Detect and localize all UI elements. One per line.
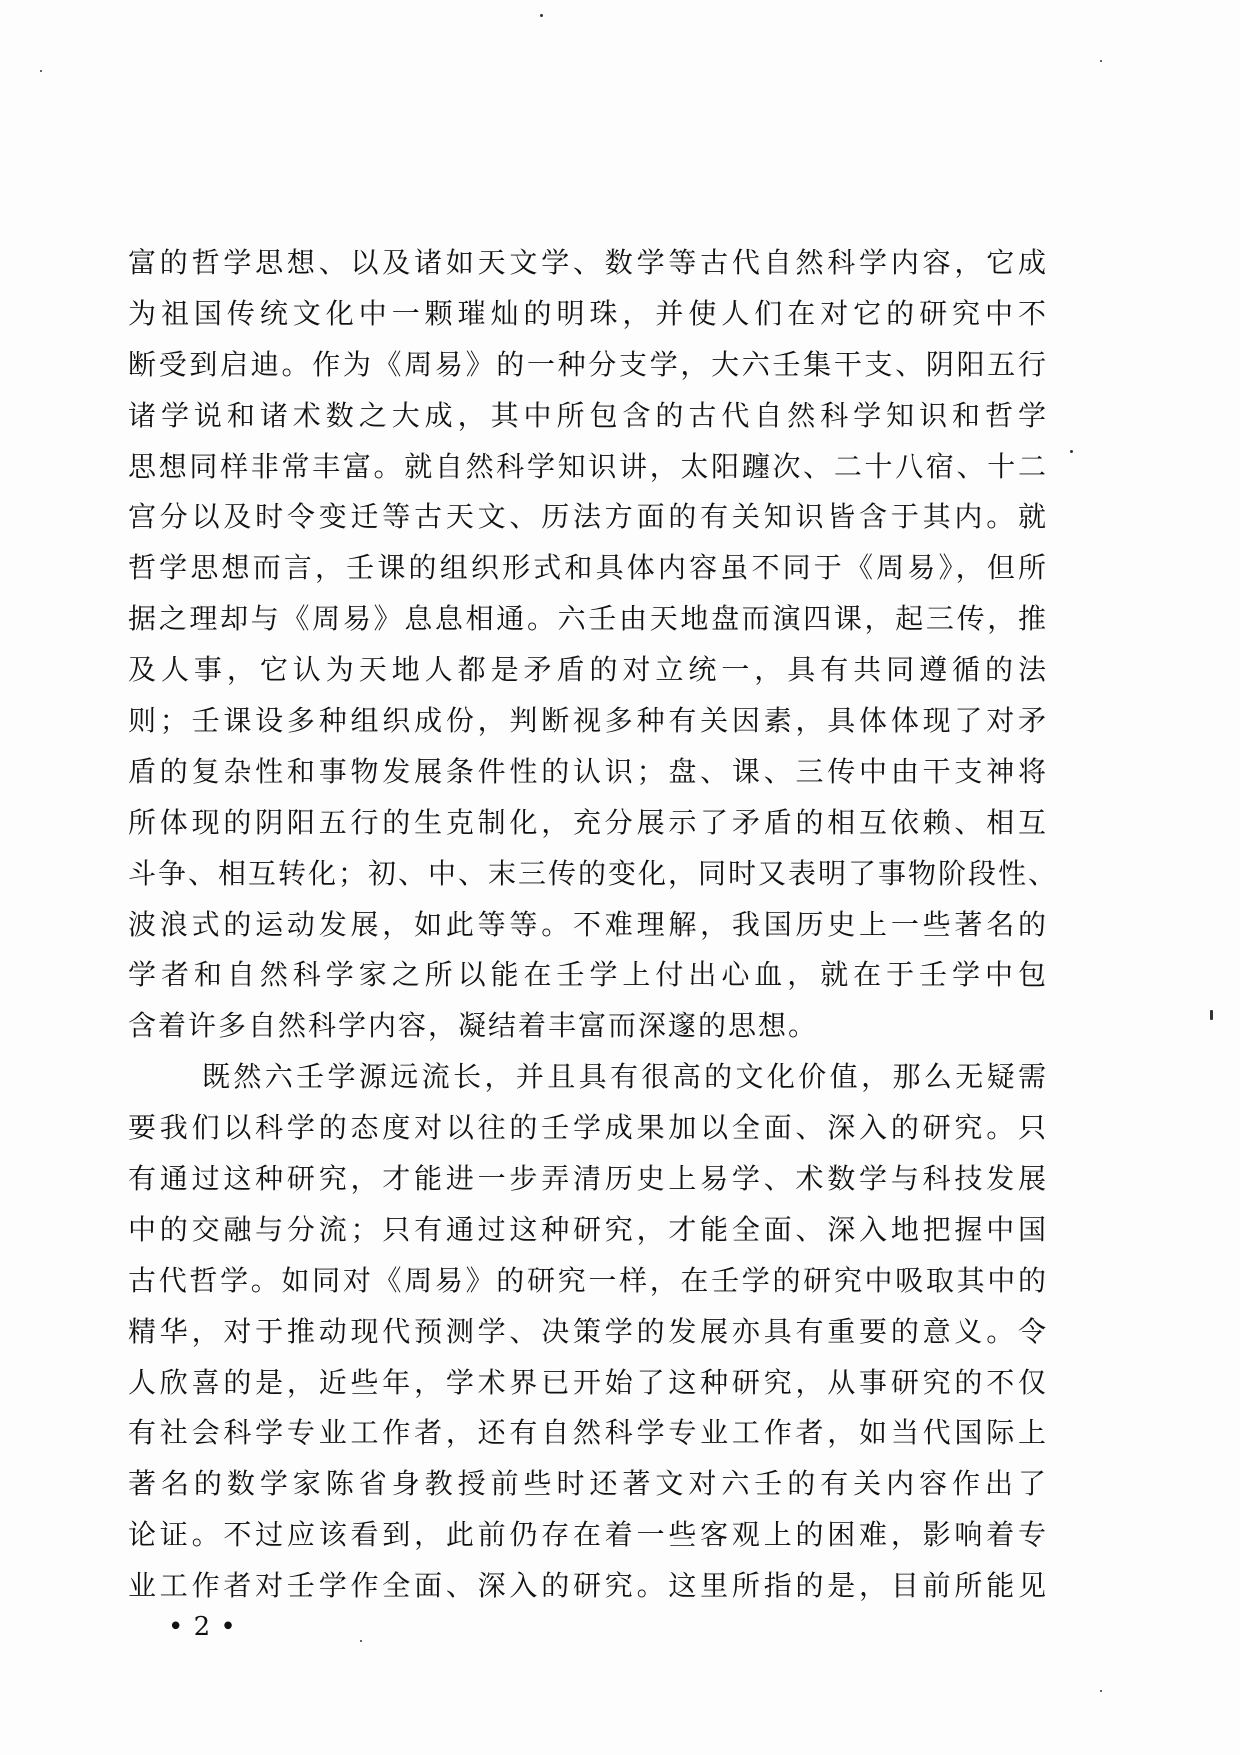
text-line: 中的交融与分流；只有通过这种研究，才能全面、深入地把握中国 <box>128 1212 1048 1246</box>
scan-speck <box>40 70 42 72</box>
text-line: 宫分以及时令变迁等古天文、历法方面的有关知识皆含于其内。就 <box>128 500 1048 534</box>
scan-speck <box>1100 1690 1102 1692</box>
text-line: 波浪式的运动发展，如此等等。不难理解，我国历史上一些著名的 <box>128 907 1048 941</box>
scan-speck <box>540 14 543 17</box>
body-text <box>128 238 1059 1612</box>
text-line: 富的哲学思想、以及诸如天文学、数学等古代自然科学内容，它成 <box>128 246 1048 279</box>
text-line: 要我们以科学的态度对以往的壬学成果加以全面、深入的研究。只 <box>128 1111 1048 1145</box>
scan-speck <box>1070 450 1073 453</box>
page-number: • 2 • <box>168 1612 237 1642</box>
text-line: 断受到启迪。作为《周易》的一种分支学，大六壬集干支、阴阳五行 <box>128 347 1048 381</box>
text-line: 据之理却与《周易》息息相通。六壬由天地盘而演四课，起三传，推 <box>128 602 1048 636</box>
text-line: 思想同样非常丰富。就自然科学知识讲，太阳躔次、二十八宿、十二 <box>128 449 1048 483</box>
scan-speck <box>360 1640 362 1642</box>
scan-speck <box>1210 1010 1213 1020</box>
text-line: 为祖国传统文化中一颗璀灿的明珠，并使人们在对它的研究中不 <box>128 296 1048 330</box>
text-line: 业工作者对壬学作全面、深入的研究。这里所指的是，目前所能见 <box>128 1569 1048 1603</box>
text-line: 盾的复杂性和事物发展条件性的认识；盘、课、三传中由干支神将 <box>128 754 1048 788</box>
text-line: 古代哲学。如同对《周易》的研究一样，在壬学的研究中吸取其中的 <box>128 1263 1048 1297</box>
text-line: 所体现的阴阳五行的生克制化，充分展示了矛盾的相互依赖、相互 <box>128 805 1048 839</box>
text-line: 既然六壬学源远流长，并且具有很高的文化价值，那么无疑需 <box>202 1060 1048 1094</box>
text-line: 有社会科学专业工作者，还有自然科学专业工作者，如当代国际上 <box>128 1416 1048 1450</box>
text-line: 著名的数学家陈省身教授前些时还著文对六壬的有关内容作出了 <box>128 1467 1048 1501</box>
scan-speck <box>1100 60 1102 62</box>
text-line: 学者和自然科学家之所以能在壬学上付出心血，就在于壬学中包 <box>128 958 1048 992</box>
text-line: 则；壬课设多种组织成份，判断视多种有关因素，具体体现了对矛 <box>128 704 1048 738</box>
text-line: 斗争、相互转化；初、中、末三传的变化，同时又表明了事物阶段性、 <box>128 856 1059 890</box>
paragraph-1 <box>128 238 1059 1052</box>
text-line: 论证。不过应该看到，此前仍存在着一些客观上的困难，影响着专 <box>128 1518 1048 1552</box>
text-line: 有通过这种研究，才能进一步弄清历史上易学、术数学与科技发展 <box>128 1162 1048 1196</box>
text-line: 精华，对于推动现代预测学、决策学的发展亦具有重要的意义。令 <box>128 1314 1048 1348</box>
text-line: 及人事，它认为天地人都是矛盾的对立统一，具有共同遵循的法 <box>128 653 1048 687</box>
text-line: 人欣喜的是，近些年，学术界已开始了这种研究，从事研究的不仅 <box>128 1365 1048 1399</box>
text-line: 诸学说和诸术数之大成，其中所包含的古代自然科学知识和哲学 <box>128 398 1048 432</box>
text-line: 含着许多自然科学内容，凝结着丰富而深邃的思想。 <box>128 1009 819 1043</box>
paragraph-2 <box>128 1052 1048 1612</box>
text-line: 哲学思想而言，壬课的组织形式和具体内容虽不同于《周易》，但所 <box>128 551 1048 585</box>
